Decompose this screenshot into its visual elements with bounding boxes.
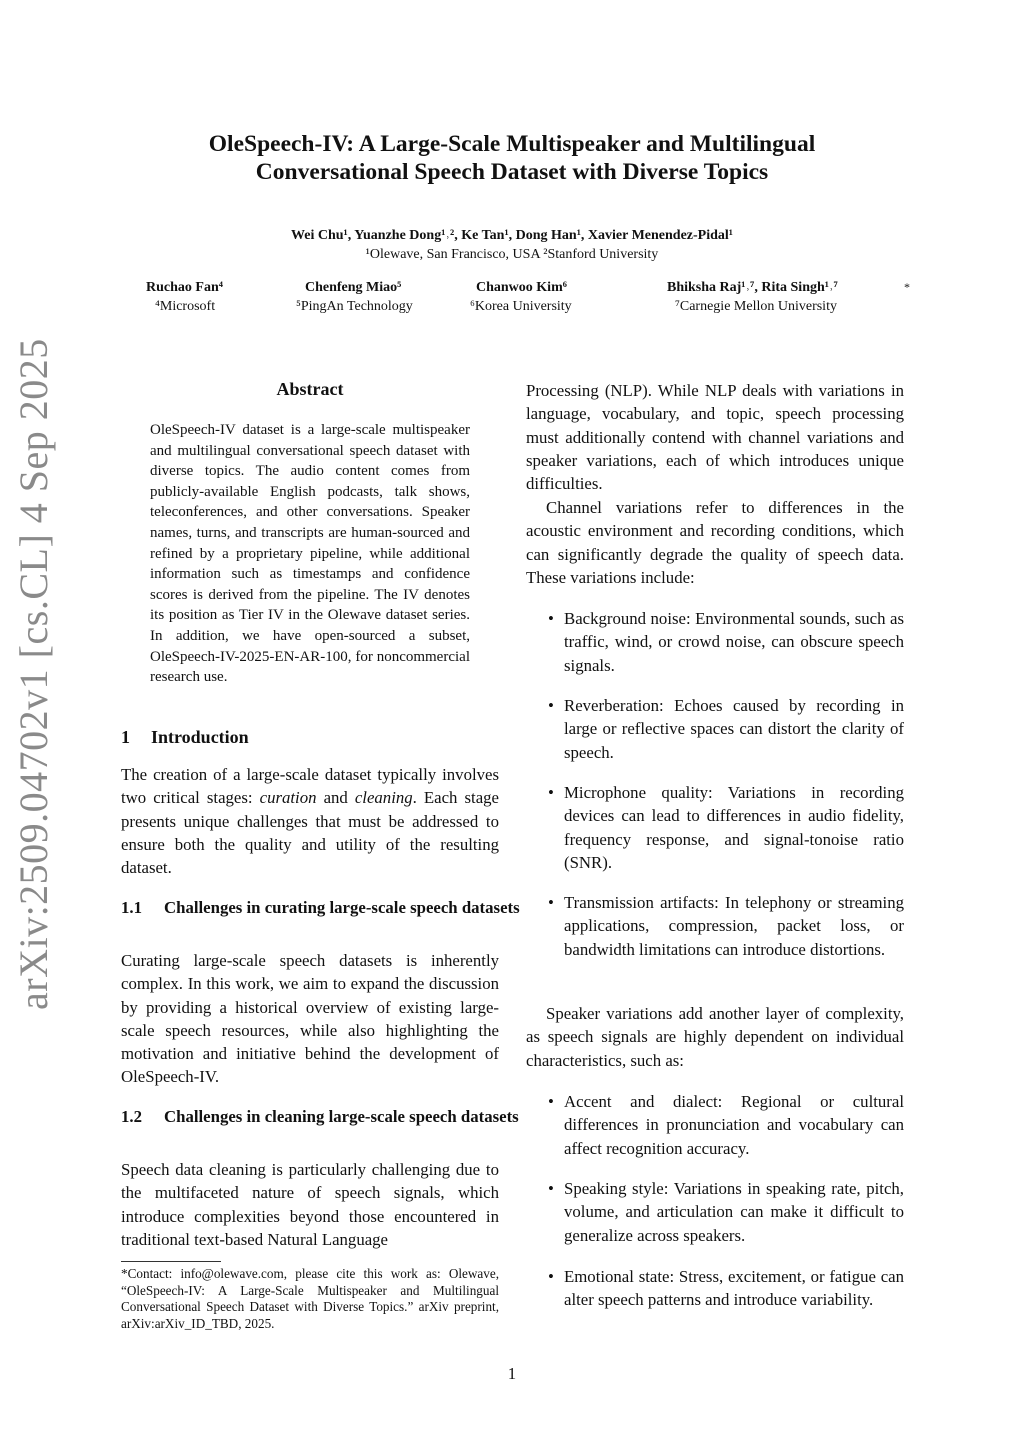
- list-item: [526, 1177, 904, 1247]
- list-item-text: Emotional state: Stress, excitement, or fatigue can alter speech patterns and introduce variability.: [564, 1267, 904, 1310]
- footnote: *Contact: info@olewave.com, please cite this work as: Olewave, “OleSpeech-IV: A Large-Scale Multispeaker and Multilingual Conversational Speech Dataset with Diverse Topics.” arXiv preprint, arXiv:arXiv_ID_TBD, 2025.: [121, 1266, 499, 1331]
- section-title: Introduction: [151, 727, 249, 747]
- list-item: [526, 1265, 904, 1312]
- intro-text: and: [316, 788, 355, 808]
- intro-text: . Each stage presents unique challenges that must be addressed to ensure both the quality and utility of the resulting dataset.: [121, 788, 499, 878]
- subsection-1-2-text: Speech data cleaning is particularly challenging due to the multifaceted nature of speech signals, which introduce complexities beyond those encountered in traditional text-based Natural Language: [121, 1160, 499, 1249]
- bullet-icon: •: [548, 1267, 554, 1286]
- section-introduction-heading: [121, 727, 499, 748]
- footnote-rule: [121, 1261, 221, 1262]
- author-affiliation: ⁷Carnegie Mellon University: [675, 299, 837, 314]
- footnote-star: *: [904, 280, 910, 294]
- subsection-1-1-text: Curating large-scale speech datasets is inherently complex. In this work, we aim to expand the discussion by providing a historical overview of existing large-scale speech resources, while also highlighting the motivation and initiative behind the development of OleSpeech-IV.: [121, 951, 499, 1087]
- author-kim: [470, 278, 572, 316]
- list-item: [526, 607, 904, 677]
- paper-title: OleSpeech-IV: A Large-Scale Multispeaker and Multilingual Conversational Speech Dataset with Diverse Topics: [208, 131, 816, 185]
- list-item-text: Background noise: Environmental sounds, such as traffic, wind, or crowd noise, can obscure speech signals.: [564, 609, 904, 675]
- abstract-text: OleSpeech-IV dataset is a large-scale multispeaker and multilingual conversational speech dataset with diverse topics. The audio content comes from publicly-available English podcasts, talk shows, teleconferences, and other conversations. Speaker names, turns, and transcripts are human-sourced and refined by a proprietary pipeline, while additional information such as timestamps and confidence scores is derived from the pipeline. The IV denotes its position as Tier IV in the Olewave dataset series. In addition, we have open-sourced a subset, OleSpeech-IV-2025-EN-AR-100, for noncommercial research use.: [150, 422, 470, 686]
- subsection-title: Challenges in cleaning large-scale speech datasets: [164, 1107, 519, 1126]
- author-name: Bhiksha Raj¹˒⁷, Rita Singh¹˒⁷: [667, 280, 838, 295]
- bullet-icon: •: [548, 783, 554, 802]
- list-item-text: Microphone quality: Variations in recording devices can lead to differences in audio fidelity, frequency response, and signal-tonoise ratio (SNR).: [564, 783, 904, 872]
- intro-paragraph: [121, 763, 499, 879]
- right-paragraph-1: Processing (NLP). While NLP deals with variations in language, vocabulary, and topic, speech processing must additionally contend with channel variations and speaker variations, each of which introduces unique difficulties.: [526, 381, 904, 494]
- author-name: Chenfeng Miao⁵: [305, 280, 402, 295]
- intro-text: The creation of a large-scale dataset typically involves two critical stages:: [121, 765, 499, 808]
- right-paragraph-3: Speaker variations add another layer of complexity, as speech signals are highly dependent on individual characteristics, such as:: [526, 1004, 904, 1070]
- right-paragraph-2: Channel variations refer to differences in the acoustic environment and recording conditions, which can significantly degrade the quality of speech data. These variations include:: [526, 498, 904, 587]
- subsection-number: 1.1: [121, 898, 142, 917]
- bullet-icon: •: [548, 609, 554, 628]
- subsection-1-2-heading: [121, 1105, 542, 1128]
- affiliations-line1: ¹Olewave, San Francisco, USA ²Stanford University: [365, 247, 659, 262]
- list-item-text: Accent and dialect: Regional or cultural differences in pronunciation and vocabulary can affect recognition accuracy.: [564, 1092, 904, 1158]
- list-item-text: Reverberation: Echoes caused by recording in large or reflective spaces can distort the clarity of speech.: [564, 696, 904, 762]
- author-raj-singh: [667, 278, 838, 316]
- author-name: Chanwoo Kim⁶: [476, 280, 567, 295]
- bullet-icon: •: [548, 696, 554, 715]
- author-block: [130, 226, 894, 264]
- subsection-1-1-heading: [121, 896, 542, 919]
- list-item: [526, 694, 904, 764]
- bullet-icon: •: [548, 1179, 554, 1198]
- subsection-title: Challenges in curating large-scale speech datasets: [164, 898, 520, 917]
- author-affiliation: ⁴Microsoft: [155, 299, 216, 314]
- author-affiliation: ⁶Korea University: [470, 299, 572, 314]
- author-miao: [296, 278, 413, 316]
- list-item: [526, 891, 904, 961]
- bullet-icon: •: [548, 893, 554, 912]
- list-item-text: Transmission artifacts: In telephony or streaming applications, compression, packet loss, or bandwidth limitations can introduce distortions.: [564, 893, 904, 959]
- author-names-line1: Wei Chu¹, Yuanzhe Dong¹˒², Ke Tan¹, Dong Han¹, Xavier Menendez-Pidal¹: [291, 228, 733, 243]
- author-fan: [146, 278, 223, 316]
- page-number: 1: [507, 1364, 517, 1383]
- author-affiliation: ⁵PingAn Technology: [296, 299, 413, 314]
- list-item-text: Speaking style: Variations in speaking rate, pitch, volume, and articulation can make it difficult to generalize across speakers.: [564, 1179, 904, 1245]
- intro-emphasis: curation: [259, 788, 317, 808]
- abstract-heading: Abstract: [276, 379, 344, 399]
- bullet-icon: •: [548, 1092, 554, 1111]
- author-name: Ruchao Fan⁴: [146, 280, 223, 295]
- subsection-number: 1.2: [121, 1107, 142, 1126]
- intro-emphasis: cleaning: [354, 788, 413, 808]
- list-item: [526, 1090, 904, 1160]
- section-number: 1: [121, 727, 130, 747]
- arxiv-stamp: arXiv:2509.04702v1 [cs.CL] 4 Sep 2025: [11, 338, 56, 1010]
- list-item: [526, 781, 904, 874]
- author-row: [100, 278, 930, 318]
